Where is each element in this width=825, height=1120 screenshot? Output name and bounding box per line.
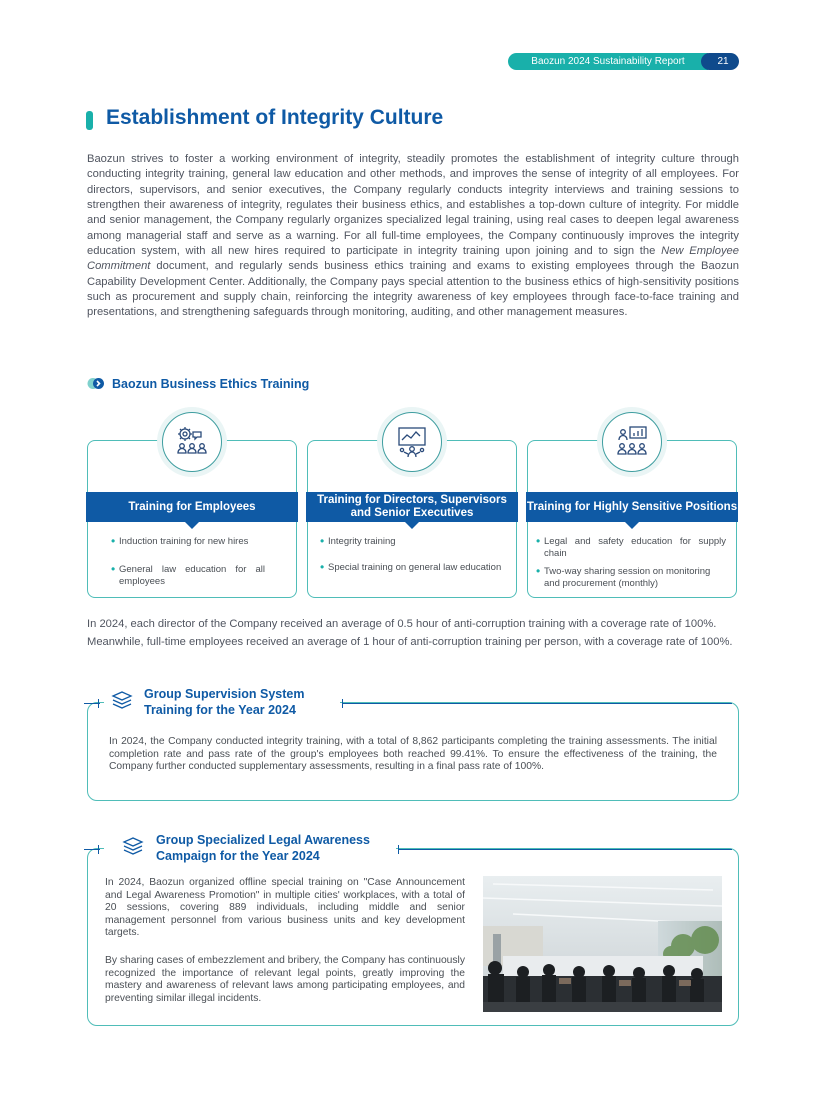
title-rule-tick [98, 699, 99, 708]
box1-title-line1: Group Supervision System [144, 687, 305, 701]
list-item: • Two-way sharing session on monitoring and procurement (monthly) [536, 564, 711, 589]
box2-title [156, 832, 392, 864]
title-rule-tick [342, 699, 343, 708]
box1-title-line2: Training for the Year 2024 [144, 703, 296, 717]
box1-title [144, 686, 334, 718]
intro-italic-doc: New Employee Commitment [87, 245, 739, 273]
training-summary-2024: In 2024, each director of the Company received an average of 0.5 hour of anti-corruption training with a coverage rate of 100%. Meanwhile, full-time employees received an average of 1 hour of anti-corruption training per person, with a coverage rate of 100%. [87, 618, 733, 648]
intro-paragraph [87, 152, 739, 321]
box1-text: In 2024, the Company conducted integrity training, with a total of 8,862 participants completing the training assessments. The initial completion rate and pass rate of the group's employees both reached 99.41%. To ensure the effectiveness of the training, the Company further conducted supplementary assessments, resulting in a final pass rate of 100%. [109, 736, 717, 772]
list-item: • Induction training for new hires [111, 534, 249, 548]
box2-title-line2: Campaign for the Year 2024 [156, 849, 320, 863]
group-chart-icon [615, 425, 649, 459]
title-rule-tick [398, 845, 399, 854]
title-rule [342, 703, 732, 704]
list-item: • Special training on general law education [320, 560, 502, 574]
title-rule [398, 849, 732, 850]
card-pointer [184, 521, 200, 529]
chevron-circle-icon [87, 377, 105, 390]
card-title-directors: Training for Directors, Supervisors and Senior Executives [306, 492, 518, 522]
report-header-pill [508, 53, 739, 70]
box2-text-2: By sharing cases of embezzlement and bribery, the Company has continuously recognized the importance of relevant legal points, greatly improving the mastery and awareness of relevant laws among participating employees, and preventing similar illegal incidents. [105, 955, 465, 1004]
training-session-photo [483, 876, 722, 1012]
layers-icon [122, 836, 144, 856]
list-item: • General law education for all employees [111, 562, 265, 587]
team-gear-icon [175, 425, 209, 459]
card-icon-circle [377, 407, 447, 477]
card-pointer [404, 521, 420, 529]
list-item: • Integrity training [320, 534, 396, 548]
list-item: • Legal and safety education for supply chain [536, 534, 726, 559]
card-icon-circle [157, 407, 227, 477]
box2-text-1: In 2024, Baozun organized offline special training on "Case Announcement and Legal Awareness Promotion" in multiple cities' workplaces, with a total of 20 sessions, covering 889 individuals, including middle and senior management personnel from various business units and key development targets. [105, 877, 465, 938]
ethics-training-heading: Baozun Business Ethics Training [112, 377, 310, 391]
presentation-board-icon [395, 425, 429, 459]
title-rule-tick [98, 845, 99, 854]
layers-icon [111, 690, 133, 710]
intro-text-2: document, and regularly sends business ethics training and exams to existing employees through the Baozun Capability Development Center. Additionally, the Company pays special attention to the business ethics of high-sensitivity positions such as procurement and supply chain, reinforcing the integrity awareness of key employees through face-to-face training and presentations, and strengthening safeguards through monitoring, auditing, and other management measures. [87, 260, 739, 319]
card-title-sensitive: Training for Highly Sensitive Positions [526, 492, 738, 522]
intro-text-1: Baozun strives to foster a working environment of integrity, steadily promotes the establishment of integrity culture through conducting integrity training, general law education and other methods, and improves the sense of integrity of all employees. For directors, supervisors, and senior executives, the Company regularly conducts integrity interviews and training sessions to strengthen their awareness of integrity, regulates their business ethics, and establishes a top-down culture of integrity. For middle and senior management, the Company regularly organizes specialized legal training, using real cases to deepen legal awareness among managerial staff and serve as a warning. For all full-time employees, the Company continuously improves the integrity education system, with all new hires required to participate in integrity training upon joining and to sign the [87, 153, 739, 258]
report-title: Baozun 2024 Sustainability Report [508, 53, 708, 70]
card-pointer [624, 521, 640, 529]
box2-title-line1: Group Specialized Legal Awareness [156, 833, 370, 847]
card-icon-circle [597, 407, 667, 477]
title-marker [86, 111, 93, 130]
page-number: 21 [701, 53, 739, 70]
page-title: Establishment of Integrity Culture [106, 106, 444, 129]
card-title-employees: Training for Employees [86, 492, 298, 522]
